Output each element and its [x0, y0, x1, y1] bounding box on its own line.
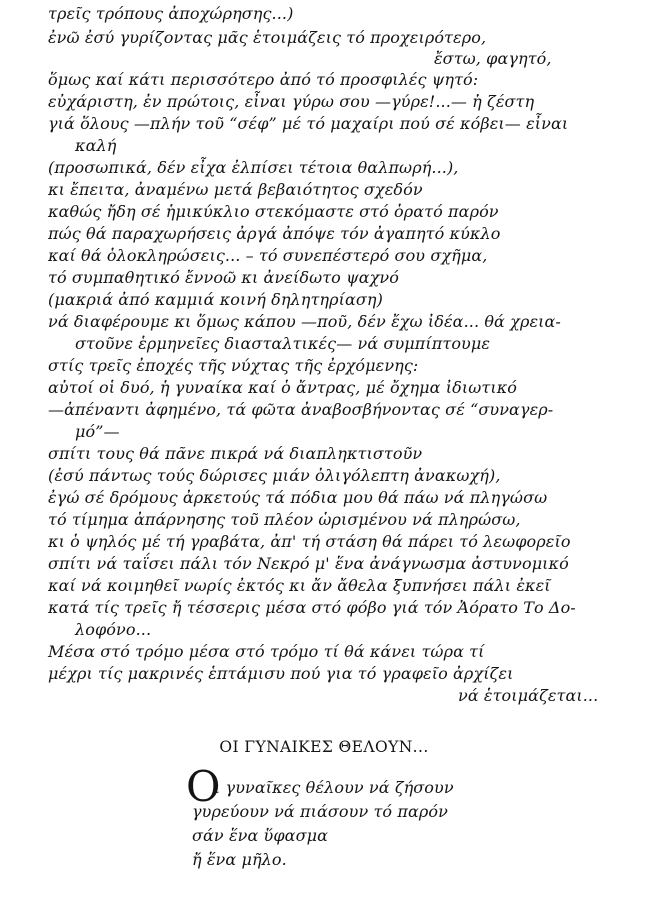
poem-title: ΟΙ ΓΥΝΑΙΚΕΣ ΘΕΛΟΥΝ...	[219, 738, 429, 756]
poem-line: μό”—	[75, 422, 120, 441]
poem-line: νά ἑτοιμάζεται...	[458, 686, 599, 705]
drop-cap: Ο	[186, 762, 221, 811]
poem-line: καί θά ὁλοκληρώσεις... – τό συνεπέστερό σου σχῆμα,	[48, 246, 488, 265]
poem-line: ἐγώ σέ δρόμους ἀρκετούς τά πόδια μου θά πάω νά πληγώσω	[48, 488, 548, 507]
poem-line: Μέσα στό τρόμο μέσα στό τρόμο τί θά κάνει τώρα τί	[48, 642, 485, 661]
poem-line: στίς τρεῖς ἐποχές τῆς νύχτας τῆς ἐρχόμενης:	[48, 356, 419, 375]
poem-line: εὐχάριστη, ἐν πρώτοις, εἶναι γύρω σου —γύρε!...— ἡ ζέστη	[48, 92, 535, 111]
poem-line: σάν ἕνα ὕφασμα	[192, 826, 329, 845]
poem-line: (μακριά ἀπό καμμιά κοινή δηλητηρίαση)	[48, 290, 383, 309]
poem-line: στοῦνε ἑρμηνεῖες διασταλτικές— νά συμπίπτουμε	[75, 334, 491, 353]
poem-line: σπίτι τους θά πᾶνε πικρά νά διαπληκτιστοῦν	[48, 444, 423, 463]
poem-line: (ἐσύ πάντως τούς δώρισες μιάν ὀλιγόλεπτη ἀνακωχή),	[48, 466, 501, 485]
poem-line: —ἀπέναντι ἀφημένο, τά φῶτα ἀναβοσβήνοντας σέ “συναγερ-	[48, 400, 554, 419]
poem-line: ι γυναῖκες θέλουν νά ζήσουν	[214, 778, 454, 797]
poem-line: μέχρι τίς μακρινές ἑπτάμισυ πού για τό γραφεῖο ἀρχίζει	[48, 664, 514, 683]
poem-line: ἤ ἕνα μῆλο.	[192, 850, 287, 869]
poem-line: ὅμως καί κάτι περισσότερο ἀπό τό προσφιλές ψητό:	[48, 70, 479, 89]
poem-line: γυρεύουν νά πιάσουν τό παρόν	[192, 802, 448, 821]
poem-line: ἐνῶ ἐσύ γυρίζοντας μᾶς ἑτοιμάζεις τό προχειρότερο,	[48, 28, 487, 47]
poem-line: γιά ὅλους —πλήν τοῦ “σέφ” μέ τό μαχαίρι πού σέ κόβει— εἶναι	[48, 114, 569, 133]
poem-line: τό συμπαθητικό ἔννοῶ κι ἀνείδωτο ψαχνό	[48, 268, 399, 287]
poem-line: καλή	[75, 136, 117, 155]
poem-line: πώς θά παραχωρήσεις ἀργά ἀπόψε τόν ἀγαπητό κύκλο	[48, 224, 501, 243]
poem-line: νά διαφέρουμε κι ὅμως κάπου —ποῦ, δέν ἔχω ἰδέα... θά χρεια-	[48, 312, 561, 331]
poem-line: (προσωπικά, δέν εἶχα ἐλπίσει τέτοια θαλπωρή...),	[48, 158, 459, 177]
poem-line: τρεῖς τρόπους ἀποχώρησης...)	[48, 4, 294, 23]
poem-line: κι ἔπειτα, ἀναμένω μετά βεβαιότητος σχεδόν	[48, 180, 423, 199]
poem-line: αὐτοί οἱ δυό, ἡ γυναίκα καί ὁ ἄντρας, μέ ὄχημα ἰδιωτικό	[48, 378, 518, 397]
poem-line: κατά τίς τρεῖς ἤ τέσσερις μέσα στό φόβο γιά τόν Ἀόρατο Το Δο-	[48, 598, 576, 617]
poem-line: τό τίμημα ἀπάρνησης τοῦ πλέον ὡρισμένου νά πληρώσω,	[48, 510, 521, 529]
poem-line: λοφόνο...	[75, 620, 152, 639]
poem-line: σπίτι νά ταΐσει πάλι τόν Νεκρό μ' ἕνα ἀνάγνωσμα ἀστυνομικό	[48, 554, 569, 573]
poem-line: καθώς ἤδη σέ ἡμικύκλιο στεκόμαστε στό ὁρατό παρόν	[48, 202, 499, 221]
poem-line: καί νά κοιμηθεῖ νωρίς ἐκτός κι ἄν ἄθελα ξυπνήσει πάλι ἐκεῖ	[48, 576, 551, 595]
poem-line: κι ὁ ψηλός μέ τή γραβάτα, ἀπ' τή στάση θά πάρει τό λεωφορεῖο	[48, 532, 571, 551]
poem-line: ἔστω, φαγητό,	[434, 49, 552, 68]
